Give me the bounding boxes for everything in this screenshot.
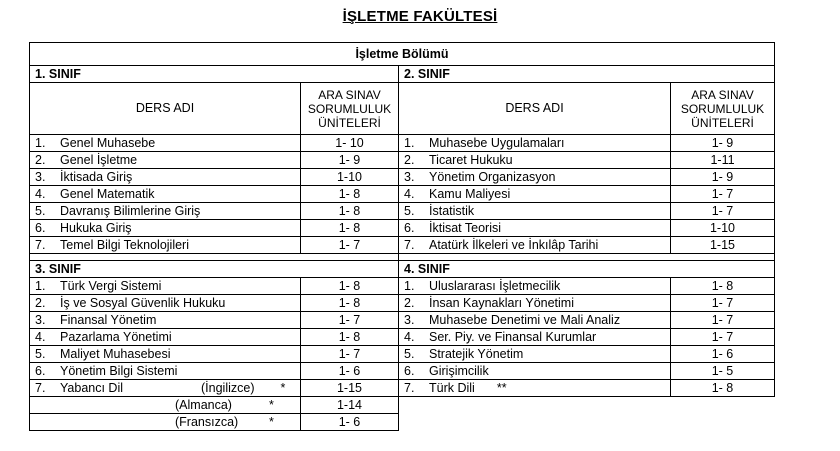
units-value: 1- 8 bbox=[301, 186, 399, 203]
course-name bbox=[399, 152, 671, 169]
table-row bbox=[30, 169, 775, 186]
language-option: (Almanca) bbox=[175, 397, 232, 412]
table-row bbox=[30, 397, 775, 414]
units-value: 1- 7 bbox=[671, 186, 775, 203]
course-name bbox=[30, 278, 301, 295]
course-number: 1. bbox=[404, 278, 415, 293]
course-number: 7. bbox=[404, 237, 415, 252]
units-value: 1- 6 bbox=[671, 346, 775, 363]
course-name bbox=[399, 295, 671, 312]
course-name bbox=[30, 312, 301, 329]
course-number: 6. bbox=[35, 363, 46, 378]
footnote-mark: * bbox=[269, 397, 274, 412]
course-title: Maliyet Muhasebesi bbox=[60, 346, 171, 361]
units-value: 1- 8 bbox=[301, 329, 399, 346]
spacer bbox=[399, 254, 775, 261]
units-value: 1-10 bbox=[301, 169, 399, 186]
course-number: 4. bbox=[35, 186, 46, 201]
table-row bbox=[30, 380, 775, 397]
course-title: Genel Muhasebe bbox=[60, 135, 156, 150]
course-number: 2. bbox=[35, 152, 46, 167]
course-title: İktisada Giriş bbox=[60, 169, 133, 184]
course-name bbox=[30, 135, 301, 152]
units-value: 1- 9 bbox=[301, 152, 399, 169]
units-value: 1- 7 bbox=[671, 203, 775, 220]
course-title: İstatistik bbox=[429, 203, 475, 218]
course-name bbox=[399, 135, 671, 152]
course-title: Ser. Piy. ve Finansal Kurumlar bbox=[429, 329, 597, 344]
year1-label: 1. SINIF bbox=[30, 66, 399, 83]
spacer bbox=[30, 254, 399, 261]
year2-label: 2. SINIF bbox=[399, 66, 775, 83]
units-value: 1-10 bbox=[671, 220, 775, 237]
units-header: ARA SINAV SORUMLULUK ÜNİTELERİ bbox=[301, 83, 399, 135]
course-name bbox=[30, 380, 301, 397]
course-number: 1. bbox=[35, 278, 46, 293]
course-number: 6. bbox=[35, 220, 46, 235]
course-number: 6. bbox=[404, 363, 415, 378]
language-option: (İngilizce) bbox=[201, 380, 255, 395]
table-row bbox=[30, 278, 775, 295]
units-value: 1- 8 bbox=[301, 203, 399, 220]
course-number: 5. bbox=[35, 203, 46, 218]
units-value: 1- 7 bbox=[671, 329, 775, 346]
course-title: Stratejik Yönetim bbox=[429, 346, 524, 361]
course-name bbox=[30, 220, 301, 237]
course-name bbox=[399, 220, 671, 237]
course-number: 2. bbox=[404, 152, 415, 167]
course-name bbox=[30, 237, 301, 254]
units-value: 1- 8 bbox=[301, 278, 399, 295]
course-number: 2. bbox=[35, 295, 46, 310]
course-name bbox=[30, 329, 301, 346]
table-row bbox=[30, 135, 775, 152]
course-number: 3. bbox=[404, 312, 415, 327]
course-name bbox=[30, 152, 301, 169]
units-value: 1- 7 bbox=[301, 312, 399, 329]
language-option: (Fransızca) bbox=[175, 414, 239, 429]
course-name bbox=[399, 380, 671, 397]
course-name bbox=[30, 295, 301, 312]
department-title: İşletme Bölümü bbox=[30, 43, 775, 66]
course-number: 5. bbox=[35, 346, 46, 361]
table-row bbox=[30, 203, 775, 220]
units-value: 1- 6 bbox=[301, 414, 399, 431]
course-number: 4. bbox=[404, 329, 415, 344]
units-value: 1- 10 bbox=[301, 135, 399, 152]
course-number: 4. bbox=[404, 186, 415, 201]
table-row bbox=[30, 414, 775, 431]
course-name bbox=[30, 203, 301, 220]
course-name bbox=[399, 312, 671, 329]
course-name bbox=[399, 329, 671, 346]
course-number: 7. bbox=[404, 380, 415, 395]
table-row bbox=[30, 346, 775, 363]
units-value: 1- 5 bbox=[671, 363, 775, 380]
table-row bbox=[30, 312, 775, 329]
course-title: Yabancı Dil bbox=[60, 380, 123, 395]
course-name-header: DERS ADI bbox=[30, 83, 301, 135]
course-title: Yönetim Organizasyon bbox=[429, 169, 556, 184]
table-row bbox=[30, 237, 775, 254]
course-name bbox=[399, 169, 671, 186]
course-title: Pazarlama Yönetimi bbox=[60, 329, 172, 344]
units-value: 1-15 bbox=[301, 380, 399, 397]
course-title: Finansal Yönetim bbox=[60, 312, 157, 327]
units-value: 1- 8 bbox=[301, 220, 399, 237]
course-title: İktisat Teorisi bbox=[429, 220, 502, 235]
course-name bbox=[399, 203, 671, 220]
course-number: 3. bbox=[35, 169, 46, 184]
course-title: Davranış Bilimlerine Giriş bbox=[60, 203, 201, 218]
course-number: 7. bbox=[35, 380, 46, 395]
units-value: 1- 6 bbox=[301, 363, 399, 380]
table-row bbox=[30, 295, 775, 312]
units-value: 1-14 bbox=[301, 397, 399, 414]
course-title: Hukuka Giriş bbox=[60, 220, 132, 235]
footnote-mark: ** bbox=[496, 380, 507, 395]
course-number: 6. bbox=[404, 220, 415, 235]
units-value: 1- 7 bbox=[301, 346, 399, 363]
course-name bbox=[399, 278, 671, 295]
course-number: 1. bbox=[404, 135, 415, 150]
course-title: İş ve Sosyal Güvenlik Hukuku bbox=[60, 295, 226, 310]
course-number: 1. bbox=[35, 135, 46, 150]
units-value: 1-15 bbox=[671, 237, 775, 254]
course-name bbox=[399, 363, 671, 380]
table-row bbox=[30, 329, 775, 346]
empty-cell bbox=[399, 397, 775, 414]
course-title: Muhasebe Uygulamaları bbox=[429, 135, 565, 150]
table-row bbox=[30, 152, 775, 169]
course-name-header: DERS ADI bbox=[399, 83, 671, 135]
table-row bbox=[30, 363, 775, 380]
course-name bbox=[399, 237, 671, 254]
course-title: Temel Bilgi Teknolojileri bbox=[60, 237, 189, 252]
course-title: İnsan Kaynakları Yönetimi bbox=[429, 295, 574, 310]
course-name bbox=[399, 186, 671, 203]
course-title: Türk Vergi Sistemi bbox=[60, 278, 162, 293]
units-value: 1- 8 bbox=[301, 295, 399, 312]
units-value: 1- 9 bbox=[671, 169, 775, 186]
table-row bbox=[30, 220, 775, 237]
year3-label: 3. SINIF bbox=[30, 261, 399, 278]
course-title: Genel Matematik bbox=[60, 186, 155, 201]
units-value: 1- 9 bbox=[671, 135, 775, 152]
course-name bbox=[399, 346, 671, 363]
course-title: Muhasebe Denetimi ve Mali Analiz bbox=[429, 312, 621, 327]
course-name bbox=[30, 186, 301, 203]
units-value: 1-11 bbox=[671, 152, 775, 169]
units-header: ARA SINAV SORUMLULUK ÜNİTELERİ bbox=[671, 83, 775, 135]
course-title: Kamu Maliyesi bbox=[429, 186, 511, 201]
year4-label: 4. SINIF bbox=[399, 261, 775, 278]
course-number: 5. bbox=[404, 346, 415, 361]
course-title: Ticaret Hukuku bbox=[429, 152, 513, 167]
footnote-mark: * bbox=[280, 380, 286, 395]
course-number: 5. bbox=[404, 203, 415, 218]
footnote-mark: * bbox=[269, 414, 274, 429]
course-name bbox=[30, 363, 301, 380]
units-value: 1- 7 bbox=[671, 295, 775, 312]
course-number: 7. bbox=[35, 237, 46, 252]
course-title: Girişimcilik bbox=[429, 363, 489, 378]
course-name bbox=[30, 346, 301, 363]
units-value: 1- 8 bbox=[671, 278, 775, 295]
empty-cell bbox=[399, 414, 775, 431]
language-option-row bbox=[30, 414, 301, 431]
course-title: Yönetim Bilgi Sistemi bbox=[60, 363, 178, 378]
course-title: Genel İşletme bbox=[60, 152, 138, 167]
course-title: Uluslararası İşletmecilik bbox=[429, 278, 561, 293]
course-title: Türk Dili bbox=[429, 380, 475, 395]
course-title: Atatürk İlkeleri ve İnkılâp Tarihi bbox=[429, 237, 599, 252]
table-row bbox=[30, 186, 775, 203]
course-number: 3. bbox=[404, 169, 415, 184]
page-title: İŞLETME FAKÜLTESİ bbox=[342, 8, 498, 25]
course-number: 4. bbox=[35, 329, 46, 344]
course-table bbox=[29, 42, 775, 431]
language-option-row bbox=[30, 397, 301, 414]
units-value: 1- 7 bbox=[301, 237, 399, 254]
course-number: 2. bbox=[404, 295, 415, 310]
units-value: 1- 7 bbox=[671, 312, 775, 329]
units-value: 1- 8 bbox=[671, 380, 775, 397]
course-number: 3. bbox=[35, 312, 46, 327]
course-name bbox=[30, 169, 301, 186]
